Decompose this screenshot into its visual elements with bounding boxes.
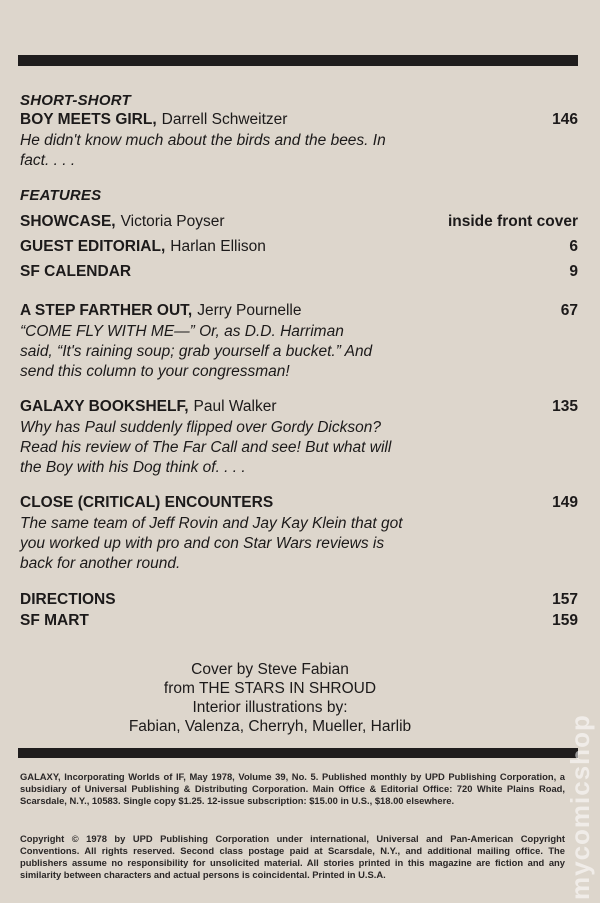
entry-author: Victoria Poyser — [120, 213, 225, 230]
entry-title: A STEP FARTHER OUT, — [20, 302, 193, 319]
section-heading: FEATURES — [20, 187, 102, 204]
entry-header-row — [20, 396, 578, 417]
top-rule — [18, 55, 578, 66]
section-features — [20, 188, 578, 631]
entry-page: 6 — [569, 238, 578, 255]
entry-blurb: “COME FLY WITH ME—” Or, as D.D. Harriman said, “It's raining soup; grab yourself a bucket.” And send this column to your congressman! — [20, 323, 373, 380]
toc-entry-galaxy-bookshelf — [20, 396, 578, 478]
art-credits — [60, 660, 480, 736]
entry-author: Harlan Ellison — [170, 238, 266, 255]
dot-leader — [279, 494, 546, 507]
toc-entry-directions — [20, 589, 578, 610]
toc-entry-sf-calendar — [20, 261, 578, 282]
watermark: mycomicshop — [565, 714, 595, 900]
cover-source: from THE STARS IN SHROUD — [163, 680, 377, 697]
entry-author: Jerry Pournelle — [197, 302, 302, 319]
section-heading: SHORT-SHORT — [20, 92, 131, 109]
entry-title: GALAXY BOOKSHELF, — [20, 398, 189, 415]
interior-label: Interior illustrations by: — [192, 699, 348, 716]
toc-entry-guest-editorial — [20, 236, 578, 257]
dot-leader — [95, 612, 546, 625]
entry-blurb: The same team of Jeff Rovin and Jay Kay Klein that got you worked up with pro and con Star Wars reviews is back for another round. — [20, 515, 403, 572]
bottom-rule — [18, 748, 578, 758]
entry-header-row — [20, 492, 578, 513]
entry-title: CLOSE (CRITICAL) ENCOUNTERS — [20, 494, 274, 511]
section-short-short — [20, 93, 578, 171]
entry-title: DIRECTIONS — [20, 591, 116, 608]
dot-leader — [122, 591, 547, 604]
copyright-notice: Copyright © 1978 by UPD Publishing Corporation under international, Universal and Pan-American Copyright Conventions. All rights reserved. Second class postage paid at Scarsdale, N.Y., and additional mailing office. The publishers assume no responsibility for unsolicited material. All stories printed in this magazine are fiction and any similarity between characters and actual persons is coincidental. Printed in U.S.A. — [20, 833, 565, 880]
dot-leader — [283, 398, 547, 411]
entry-page: 149 — [552, 494, 578, 511]
toc-entry-a-step-farther-out — [20, 300, 578, 382]
toc-entry-close-critical-encounters — [20, 492, 578, 574]
entry-page: 9 — [569, 263, 578, 280]
publication-notice: GALAXY, Incorporating Worlds of IF, May 1978, Volume 39, No. 5. Published monthly by UPD Publishing Corporation, a subsidiary of Universal Publishing & Distributing Corporation. Main Office & Editorial Office: 720 White Plains Road, Scarsdale, N.Y., 10583. Single copy $1.25. 12-issue subscription: $15.00 in U.S., $18.00 elsewhere. — [20, 771, 565, 806]
cover-credit: Cover by Steve Fabian — [191, 661, 349, 678]
entry-blurb: Why has Paul suddenly flipped over Gordy Dickson? Read his review of The Far Call and see! But what will the Boy with his Dog think of. . . . — [20, 419, 392, 476]
entry-header-row — [20, 300, 578, 321]
interior-artists: Fabian, Valenza, Cherryh, Mueller, Harlib — [128, 718, 412, 735]
entry-title: BOY MEETS GIRL, — [20, 111, 157, 128]
entry-page: inside front cover — [447, 213, 578, 230]
entry-title: SHOWCASE, — [20, 213, 116, 230]
entry-page: 159 — [552, 612, 578, 629]
entry-page: 157 — [552, 591, 578, 608]
entry-title: SF MART — [20, 612, 89, 629]
dot-leader — [293, 111, 546, 124]
dot-leader — [231, 213, 442, 226]
entry-page: 135 — [552, 398, 578, 415]
entry-blurb: He didn't know much about the birds and the bees. In fact. . . . — [20, 132, 386, 169]
entry-page: 67 — [560, 302, 578, 319]
toc-entry-sf-mart — [20, 610, 578, 631]
entry-page: 146 — [552, 111, 578, 128]
dot-leader — [308, 302, 555, 315]
entry-author: Paul Walker — [193, 398, 277, 415]
entry-author: Darrell Schweitzer — [161, 111, 288, 128]
toc-entry-showcase — [20, 211, 578, 232]
toc-entry-boy-meets-girl — [20, 109, 578, 130]
dot-leader — [137, 263, 563, 276]
table-of-contents — [20, 93, 578, 631]
entry-title: SF CALENDAR — [20, 263, 132, 280]
entry-title: GUEST EDITORIAL, — [20, 238, 166, 255]
